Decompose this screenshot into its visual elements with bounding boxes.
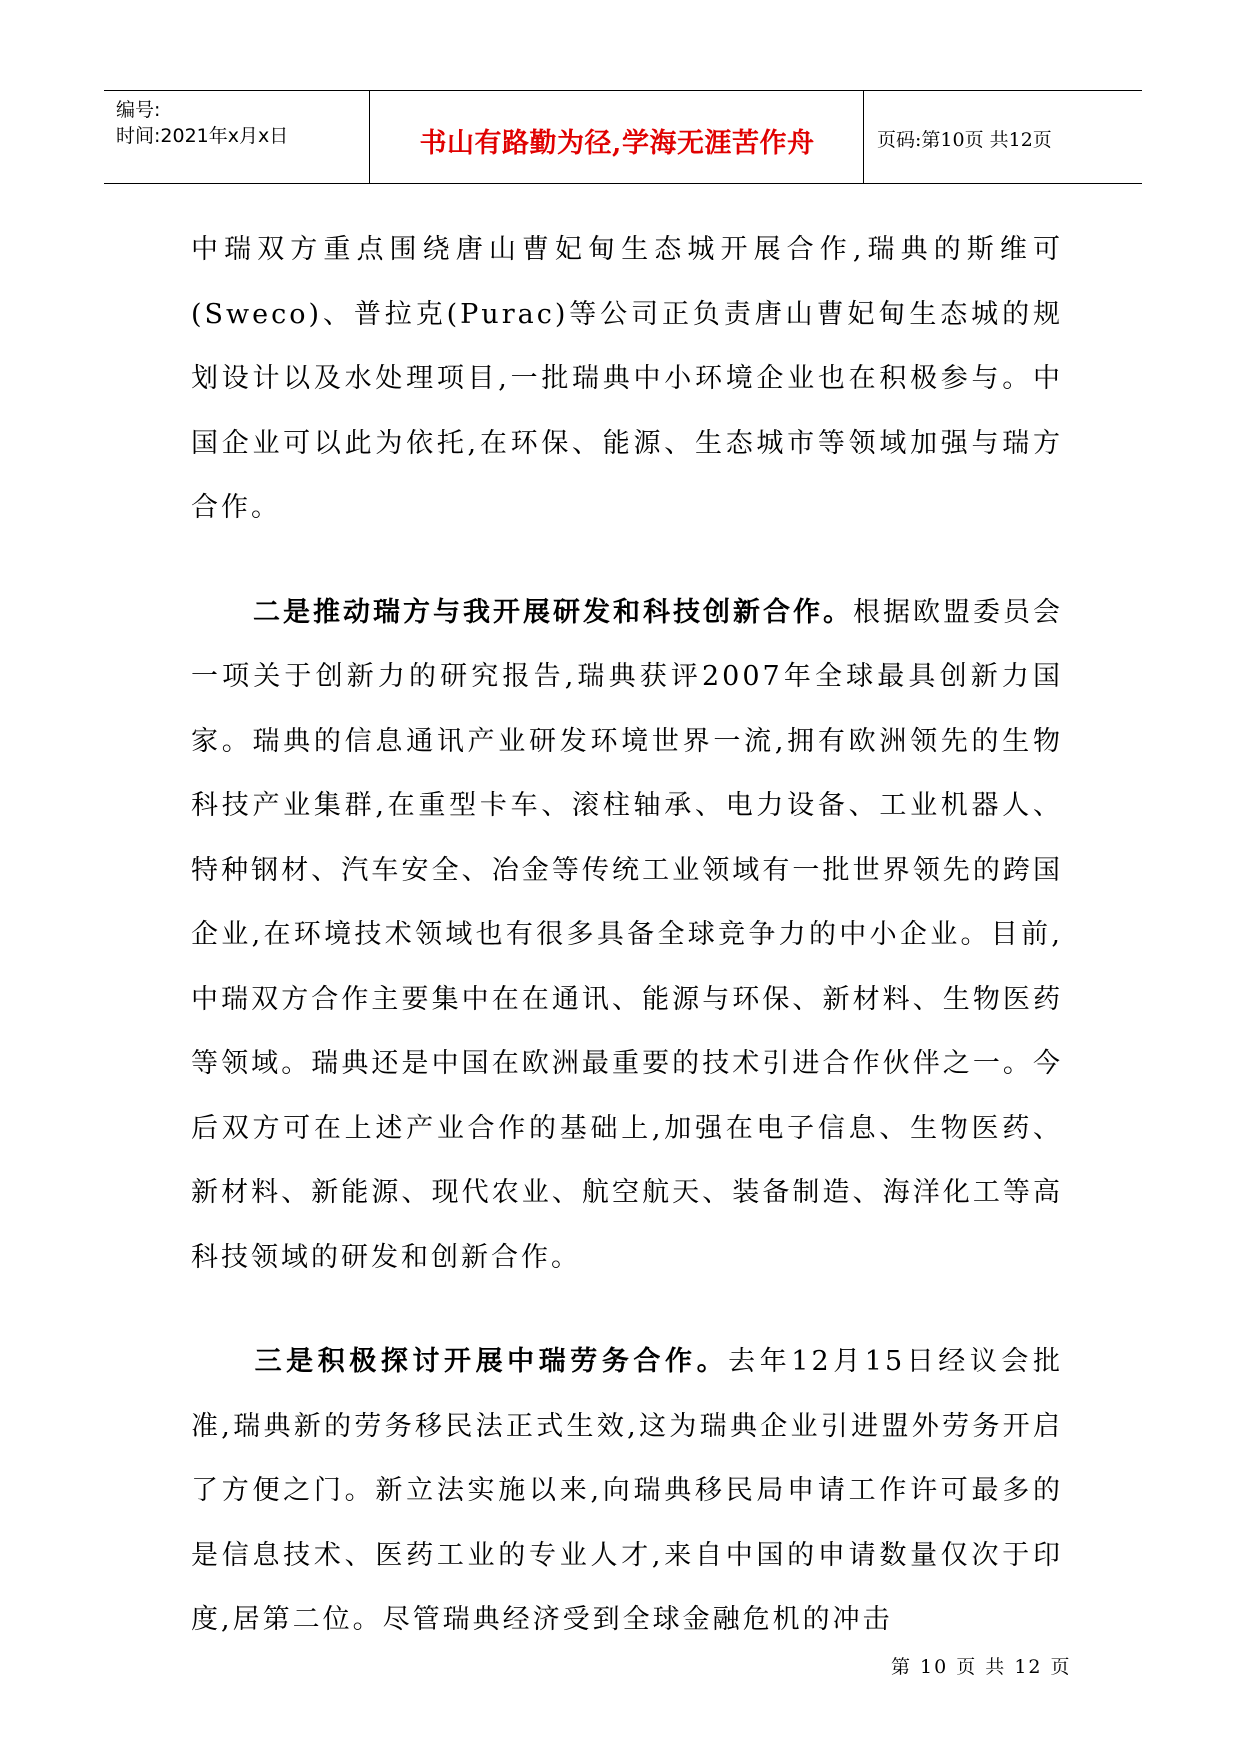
paragraph-3: [191, 1330, 1063, 1653]
paragraph-3-text: 去年12月15日经议会批准,瑞典新的劳务移民法正式生效,这为瑞典企业引进盟外劳务开启了方便之门。新立法实施以来,向瑞典移民局申请工作许可最多的是信息技术、医药工业的专业人才,来自中国的申请数量仅次于印度,居第二位。尽管瑞典经济受到全球金融危机的冲击: [191, 1346, 1063, 1635]
header-page-info: 页码:第10页 共12页: [877, 129, 1052, 151]
page-header: [104, 90, 1142, 184]
header-motto-cell: [371, 91, 864, 183]
paragraph-3-heading: 三是积极探讨开展中瑞劳务合作。: [253, 1346, 729, 1377]
document-number-label: 编号:: [116, 99, 161, 121]
paragraph-1-text: 中瑞双方重点围绕唐山曹妃甸生态城开展合作,瑞典的斯维可(Sweco)、普拉克(Purac)等公司正负责唐山曹妃甸生态城的规划设计以及水处理项目,一批瑞典中小环境企业也在积极参与。中国企业可以此为依托,在环保、能源、生态城市等领域加强与瑞方合作。: [191, 234, 1063, 523]
page-footer: 第 10 页 共 12 页: [891, 1656, 1072, 1678]
header-page-cell: [865, 91, 1142, 183]
paragraph-1: [191, 218, 1063, 541]
header-motto: 书山有路勤为径,学海无涯苦作舟: [419, 128, 815, 159]
header-meta-cell: [104, 91, 370, 183]
document-time-label: 时间:2021年x月x日: [116, 125, 289, 147]
paragraph-2-text: 根据欧盟委员会一项关于创新力的研究报告,瑞典获评2007年全球最具创新力国家。瑞典的信息通讯产业研发环境世界一流,拥有欧洲领先的生物科技产业集群,在重型卡车、滚柱轴承、电力设备、工业机器人、特种钢材、汽车安全、冶金等传统工业领域有一批世界领先的跨国企业,在环境技术领域也有很多具备全球竞争力的中小企业。目前,中瑞双方合作主要集中在在通讯、能源与环保、新材料、生物医药等领域。瑞典还是中国在欧洲最重要的技术引进合作伙伴之一。今后双方可在上述产业合作的基础上,加强在电子信息、生物医药、新材料、新能源、现代农业、航空航天、装备制造、海洋化工等高科技领域的研发和创新合作。: [191, 596, 1063, 1273]
paragraph-2: [191, 581, 1063, 1291]
paragraph-2-heading: 二是推动瑞方与我开展研发和科技创新合作。: [253, 596, 853, 628]
document-body: [191, 218, 1063, 1653]
